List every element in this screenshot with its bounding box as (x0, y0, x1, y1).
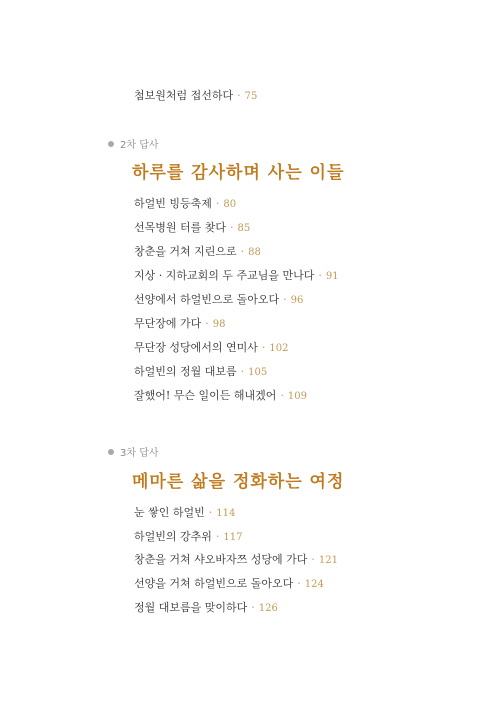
entry-title: 선목병원 터를 찾다 (134, 221, 227, 234)
page-number: 121 (318, 555, 338, 566)
toc-entry (134, 293, 303, 308)
toc-entry (134, 89, 257, 104)
separator-dot: · (297, 577, 301, 590)
toc-entry (134, 341, 288, 356)
entry-title: 무단장에 가다 (134, 317, 202, 330)
part-label-text: 2차 답사 (120, 140, 159, 151)
page-number: 98 (212, 319, 226, 330)
entry-title: 하얼빈의 강추위 (134, 530, 212, 543)
separator-dot: · (205, 317, 209, 330)
separator-dot: · (240, 365, 245, 378)
separator-dot: · (215, 530, 220, 543)
page-number: 117 (223, 532, 243, 543)
toc-entry (134, 245, 261, 260)
part-title: 메마른 삶을 정화하는 여정 (132, 472, 345, 492)
page-number: 126 (258, 603, 278, 614)
separator-dot: · (215, 197, 220, 210)
part-label (108, 140, 159, 152)
toc-entry (134, 365, 267, 380)
toc-entry (134, 197, 236, 212)
page-number: 80 (223, 199, 237, 210)
toc-entry (134, 506, 235, 521)
entry-title: 무단장 성당에서의 연미사 (134, 341, 258, 354)
entry-title: 창춘을 거쳐 샤오바자쯔 성당에 가다 (134, 553, 308, 566)
entry-title: 선양을 거쳐 하얼빈으로 돌아오다 (134, 577, 294, 590)
page-number: 85 (237, 223, 251, 234)
entry-title: 하얼빈 빙등축제 (134, 197, 212, 210)
separator-dot: · (240, 245, 245, 258)
separator-dot: · (261, 341, 266, 354)
entry-title: 정월 대보름을 맞이하다 (134, 601, 248, 614)
page-number: 102 (269, 343, 289, 354)
toc-entry (134, 269, 339, 284)
page-number: 109 (287, 391, 308, 402)
page-number: 114 (216, 508, 236, 519)
part-label-text: 3차 답사 (120, 448, 159, 459)
entry-title: 잘했어! 무슨 일이든 해내겠어 (134, 389, 277, 402)
bullet-icon (108, 141, 114, 147)
separator-dot: · (230, 221, 234, 234)
entry-title: 선양에서 하얼빈으로 돌아오다 (134, 293, 280, 306)
toc-entry (134, 601, 278, 616)
separator-dot: · (318, 269, 322, 282)
entry-title: 첨보원처럼 접선하다 (134, 89, 234, 102)
toc-entry (134, 553, 338, 568)
separator-dot: · (283, 293, 287, 306)
page-number: 105 (248, 367, 268, 378)
page-number: 96 (290, 295, 304, 306)
bullet-icon (108, 449, 114, 455)
toc-entry (134, 389, 307, 404)
page-number: 88 (248, 247, 261, 258)
separator-dot: · (208, 506, 213, 519)
entry-title: 하얼빈의 정월 대보름 (134, 365, 237, 378)
part-label (108, 448, 159, 460)
part-title: 하루를 감사하며 사는 이들 (132, 163, 345, 183)
toc-entry (134, 221, 250, 236)
page-number: 91 (325, 271, 339, 282)
toc-entry (134, 530, 242, 545)
entry-title: 눈 쌓인 하얼빈 (134, 506, 205, 519)
toc-entry (134, 317, 226, 332)
entry-title: 창춘을 거쳐 지린으로 (134, 245, 237, 258)
entry-title: 지상 · 지하교회의 두 주교님을 만나다 (134, 269, 315, 282)
separator-dot: · (280, 389, 284, 402)
toc-entry (134, 577, 324, 592)
page-number: 124 (304, 579, 324, 590)
separator-dot: · (311, 553, 315, 566)
separator-dot: · (237, 89, 241, 102)
separator-dot: · (251, 601, 255, 614)
page-number: 75 (244, 91, 258, 102)
